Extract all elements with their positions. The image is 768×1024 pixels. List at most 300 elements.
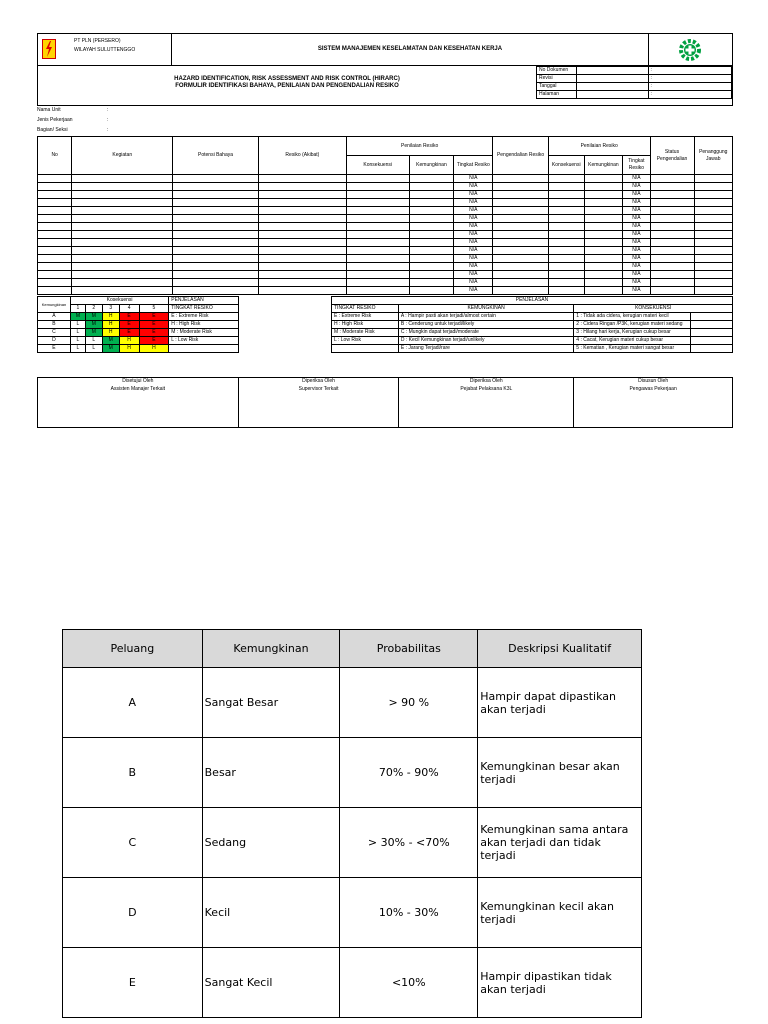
legend-konsekuensi: 3 : Hilang hari kerja, Kerugian cukup besar xyxy=(574,329,691,337)
table-cell xyxy=(173,215,259,223)
table-cell xyxy=(346,279,409,287)
matrix-row-label: A xyxy=(38,313,71,321)
tingkat-resiko-cell: N/A xyxy=(454,183,493,191)
matrix-cell: E xyxy=(119,321,139,329)
table-cell xyxy=(409,271,454,279)
table-cell xyxy=(694,199,733,207)
matrix-cell: M xyxy=(102,345,119,353)
prob-probabilitas: > 90 % xyxy=(340,668,478,738)
tingkat-resiko-cell: N/A xyxy=(623,175,650,183)
table-cell xyxy=(548,287,584,295)
table-cell xyxy=(584,239,623,247)
table-cell xyxy=(409,223,454,231)
table-cell xyxy=(650,175,694,183)
table-cell xyxy=(173,223,259,231)
matrix-cell: M xyxy=(70,313,85,321)
table-cell xyxy=(258,231,346,239)
table-cell xyxy=(38,247,72,255)
prob-probabilitas: 10% - 30% xyxy=(340,878,478,948)
prob-kemungkinan: Besar xyxy=(202,738,340,808)
form-title-en: HAZARD IDENTIFICATION, RISK ASSESSMENT AND RISK CONTROL (HIRARC) xyxy=(174,76,400,82)
signature-head: Disetujui Oleh xyxy=(38,378,239,386)
table-cell xyxy=(346,263,409,271)
table-row xyxy=(38,191,733,199)
prob-kemungkinan: Sangat Kecil xyxy=(202,948,340,1018)
table-cell xyxy=(409,191,454,199)
prob-deskripsi: Kemungkinan sama antara akan terjadi dan tidak terjadi xyxy=(478,808,642,878)
legend-konsekuensi: 4 : Cacat, Kerugian materi cukup besar xyxy=(574,337,691,345)
table-cell xyxy=(409,175,454,183)
legend-row xyxy=(332,329,733,337)
company-name: PT PLN (PERSERO) xyxy=(74,38,121,44)
matrix-row xyxy=(38,313,239,321)
matrix-col-2: 2 xyxy=(85,305,102,313)
table-row xyxy=(38,231,733,239)
signature-role: Pejabat Pelaksana K3L xyxy=(399,386,574,394)
table-cell xyxy=(346,191,409,199)
matrix-cell: E xyxy=(139,329,169,337)
table-cell xyxy=(584,287,623,295)
matrix-row xyxy=(38,345,239,353)
matrix-row xyxy=(38,329,239,337)
tingkat-resiko-cell: N/A xyxy=(454,223,493,231)
table-cell xyxy=(38,263,72,271)
table-cell xyxy=(694,239,733,247)
prob-row xyxy=(63,738,642,808)
legend-kemungkinan: D : Kecil Kemungkinan terjadi/unlikely xyxy=(398,337,573,345)
signature-table xyxy=(37,377,733,428)
table-cell xyxy=(493,287,549,295)
table-cell xyxy=(258,247,346,255)
table-cell xyxy=(258,175,346,183)
table-cell xyxy=(493,223,549,231)
signature-role: Supervisor Terkait xyxy=(238,386,399,394)
table-cell xyxy=(346,223,409,231)
legend-konsekuensi: 1 : Tidak ada cidera, kerugian materi kecil xyxy=(574,313,691,321)
table-cell xyxy=(258,287,346,295)
tingkat-resiko-cell: N/A xyxy=(623,271,650,279)
table-row xyxy=(38,239,733,247)
table-cell xyxy=(584,183,623,191)
revision-value xyxy=(576,75,648,83)
table-cell xyxy=(72,231,173,239)
table-cell xyxy=(38,223,72,231)
table-cell xyxy=(258,207,346,215)
matrix-cell: L xyxy=(85,345,102,353)
col-potensi: Potensi Bahaya xyxy=(173,137,259,175)
prob-deskripsi: Hampir dipastikan tidak akan terjadi xyxy=(478,948,642,1018)
matrix-cell: E xyxy=(139,321,169,329)
tingkat-resiko-cell: N/A xyxy=(454,199,493,207)
tingkat-resiko-cell: N/A xyxy=(454,279,493,287)
prob-probabilitas: 70% - 90% xyxy=(340,738,478,808)
table-cell xyxy=(173,191,259,199)
table-cell xyxy=(38,191,72,199)
col-tingkat-2: Tingkat Resiko xyxy=(623,156,650,175)
legend-tingkat: L : Low Risk xyxy=(332,337,399,345)
table-cell xyxy=(650,183,694,191)
tingkat-resiko-cell: N/A xyxy=(454,287,493,295)
table-cell xyxy=(694,191,733,199)
table-cell xyxy=(493,263,549,271)
doc-no-colon: : xyxy=(648,67,732,75)
table-row xyxy=(38,175,733,183)
tingkat-resiko-cell: N/A xyxy=(454,175,493,183)
table-cell xyxy=(409,239,454,247)
table-cell xyxy=(346,255,409,263)
table-cell xyxy=(72,223,173,231)
matrix-cell: H xyxy=(102,329,119,337)
table-cell xyxy=(258,199,346,207)
table-cell xyxy=(493,215,549,223)
signature-head: Diperiksa Oleh xyxy=(238,378,399,386)
table-cell xyxy=(650,279,694,287)
date-label: Tanggal xyxy=(537,83,577,91)
matrix-col-1: 1 xyxy=(70,305,85,313)
col-penilaian-2: Penilaian Resiko xyxy=(548,137,650,156)
legend-tingkat: H : High Risk xyxy=(332,321,399,329)
table-cell xyxy=(650,223,694,231)
table-cell xyxy=(258,271,346,279)
table-cell xyxy=(173,183,259,191)
signature-space xyxy=(399,394,574,428)
prob-h-probabilitas: Probabilitas xyxy=(340,630,478,668)
tingkat-resiko-cell: N/A xyxy=(623,199,650,207)
matrix-cell: M xyxy=(102,337,119,345)
table-cell xyxy=(72,215,173,223)
section-colon: : xyxy=(107,127,109,133)
table-cell xyxy=(38,199,72,207)
legend-tingkat: M : Moderate Risk xyxy=(332,329,399,337)
table-cell xyxy=(650,239,694,247)
signature-space xyxy=(38,394,239,428)
table-cell xyxy=(548,191,584,199)
table-cell xyxy=(258,191,346,199)
prob-row xyxy=(63,808,642,878)
table-cell xyxy=(584,255,623,263)
page-colon: : xyxy=(648,91,732,99)
title-box xyxy=(37,65,733,106)
matrix-tingkat-resiko: TINGKAT RESIKO xyxy=(169,305,239,313)
table-cell xyxy=(584,271,623,279)
table-cell xyxy=(493,279,549,287)
table-cell xyxy=(548,279,584,287)
table-cell xyxy=(694,255,733,263)
table-cell xyxy=(493,207,549,215)
col-konsekuensi-2: Konsekuensi xyxy=(548,156,584,175)
table-cell xyxy=(548,255,584,263)
hirarc-table xyxy=(37,136,733,295)
matrix-level-desc: M : Moderate Risk xyxy=(169,329,239,337)
table-cell xyxy=(409,255,454,263)
prob-probabilitas: > 30% - <70% xyxy=(340,808,478,878)
col-konsekuensi: Konsekuensi xyxy=(346,156,409,175)
table-cell xyxy=(346,199,409,207)
matrix-row-label: E xyxy=(38,345,71,353)
prob-peluang: B xyxy=(63,738,203,808)
table-cell xyxy=(694,207,733,215)
legend-konsekuensi: 2 : Cidera Ringan /P3K, kerugian materi sedang xyxy=(574,321,691,329)
matrix-cell: H xyxy=(119,345,139,353)
matrix-cell: E xyxy=(139,313,169,321)
table-cell xyxy=(173,231,259,239)
prob-peluang: A xyxy=(63,668,203,738)
table-cell xyxy=(38,183,72,191)
table-cell xyxy=(650,191,694,199)
table-row xyxy=(38,199,733,207)
matrix-cell: H xyxy=(139,345,169,353)
matrix-row-label: D xyxy=(38,337,71,345)
matrix-cell: M xyxy=(85,313,102,321)
col-resiko: Resiko (Akibat) xyxy=(258,137,346,175)
table-cell xyxy=(694,183,733,191)
tingkat-resiko-cell: N/A xyxy=(623,183,650,191)
prob-peluang: E xyxy=(63,948,203,1018)
col-status: Status Pengendalian xyxy=(650,137,694,175)
table-cell xyxy=(72,239,173,247)
tingkat-resiko-cell: N/A xyxy=(623,207,650,215)
k3-logo-icon xyxy=(678,38,702,67)
prob-probabilitas: <10% xyxy=(340,948,478,1018)
table-row xyxy=(38,207,733,215)
matrix-cell: M xyxy=(85,321,102,329)
table-cell xyxy=(72,287,173,295)
table-cell xyxy=(548,223,584,231)
pln-logo xyxy=(42,39,56,59)
table-cell xyxy=(72,199,173,207)
matrix-cell: H xyxy=(102,321,119,329)
tingkat-resiko-cell: N/A xyxy=(454,247,493,255)
table-cell xyxy=(584,175,623,183)
table-cell xyxy=(584,215,623,223)
legend-title: PENJELASAN xyxy=(332,297,733,305)
probability-table xyxy=(62,629,642,1018)
table-cell xyxy=(258,239,346,247)
risk-matrix xyxy=(37,296,239,353)
table-cell xyxy=(173,255,259,263)
table-cell xyxy=(694,271,733,279)
matrix-cell: L xyxy=(70,337,85,345)
table-cell xyxy=(173,287,259,295)
matrix-row-label: C xyxy=(38,329,71,337)
table-cell xyxy=(346,207,409,215)
table-cell xyxy=(173,279,259,287)
table-cell xyxy=(258,223,346,231)
table-cell xyxy=(409,263,454,271)
tingkat-resiko-cell: N/A xyxy=(623,215,650,223)
table-cell xyxy=(346,175,409,183)
table-cell xyxy=(346,231,409,239)
legend-row xyxy=(332,337,733,345)
table-cell xyxy=(584,191,623,199)
table-cell xyxy=(584,279,623,287)
prob-deskripsi: Kemungkinan kecil akan terjadi xyxy=(478,878,642,948)
table-row xyxy=(38,279,733,287)
col-kemungkinan-2: Kemungkinan xyxy=(584,156,623,175)
legend-h-tingkat: TINGKAT RESIKO xyxy=(332,305,399,313)
table-cell xyxy=(72,263,173,271)
matrix-level-desc: L : Low Risk xyxy=(169,337,239,345)
tingkat-resiko-cell: N/A xyxy=(623,191,650,199)
table-cell xyxy=(38,239,72,247)
prob-h-kemungkinan: Kemungkinan xyxy=(202,630,340,668)
table-cell xyxy=(38,207,72,215)
col-no: No xyxy=(38,137,72,175)
table-cell xyxy=(650,215,694,223)
table-cell xyxy=(409,279,454,287)
table-cell xyxy=(173,207,259,215)
table-cell xyxy=(493,231,549,239)
legend-kemungkinan: B : Cenderung untuk terjadi/likely xyxy=(398,321,573,329)
signature-head: Disusun Oleh xyxy=(574,378,733,386)
unit-colon: : xyxy=(107,107,109,113)
region-name: WILAYAH SULUTTENGGO xyxy=(74,47,136,53)
table-row xyxy=(38,183,733,191)
table-cell xyxy=(584,231,623,239)
table-cell xyxy=(694,231,733,239)
table-cell xyxy=(173,175,259,183)
table-cell xyxy=(694,223,733,231)
table-cell xyxy=(650,199,694,207)
legend-h-konsekuensi: KONSEKUENSI xyxy=(574,305,733,313)
matrix-cell: E xyxy=(139,337,169,345)
prob-h-deskripsi: Deskripsi Kualitatif xyxy=(478,630,642,668)
legend-row xyxy=(332,321,733,329)
legend-blank xyxy=(691,345,733,353)
table-cell xyxy=(650,247,694,255)
matrix-cell: H xyxy=(102,313,119,321)
matrix-cell: E xyxy=(119,313,139,321)
matrix-cell: L xyxy=(85,337,102,345)
table-cell xyxy=(409,247,454,255)
page-label: Halaman xyxy=(537,91,577,99)
tingkat-resiko-cell: N/A xyxy=(623,255,650,263)
table-cell xyxy=(173,199,259,207)
col-kemungkinan: Kemungkinan xyxy=(409,156,454,175)
legend-kemungkinan: C : Mungkin dapat terjadi/moderate xyxy=(398,329,573,337)
table-cell xyxy=(584,199,623,207)
table-cell xyxy=(409,199,454,207)
table-cell xyxy=(650,271,694,279)
prob-peluang: D xyxy=(63,878,203,948)
table-row xyxy=(38,247,733,255)
table-cell xyxy=(38,255,72,263)
table-cell xyxy=(346,183,409,191)
page-value xyxy=(576,91,648,99)
table-cell xyxy=(72,255,173,263)
tingkat-resiko-cell: N/A xyxy=(623,287,650,295)
table-cell xyxy=(409,231,454,239)
matrix-level-desc: E : Extreme Risk xyxy=(169,313,239,321)
table-cell xyxy=(38,231,72,239)
table-cell xyxy=(548,239,584,247)
table-cell xyxy=(346,247,409,255)
tingkat-resiko-cell: N/A xyxy=(623,247,650,255)
system-title: SISTEM MANAJEMEN KESELAMATAN DAN KESEHATAN KERJA xyxy=(317,46,503,52)
table-row xyxy=(38,255,733,263)
legend-blank xyxy=(691,337,733,345)
revision-label: Revisi xyxy=(537,75,577,83)
prob-row xyxy=(63,668,642,738)
prob-kemungkinan: Sedang xyxy=(202,808,340,878)
legend-table xyxy=(331,296,733,353)
matrix-corner: Kemungkinan xyxy=(38,297,71,313)
tingkat-resiko-cell: N/A xyxy=(623,279,650,287)
table-cell xyxy=(584,223,623,231)
table-cell xyxy=(346,271,409,279)
matrix-cell: L xyxy=(70,345,85,353)
table-cell xyxy=(650,207,694,215)
table-cell xyxy=(493,199,549,207)
legend-konsekuensi: 5 : Kematian , Kerugian materi sangat besar xyxy=(574,345,691,353)
table-row xyxy=(38,271,733,279)
table-cell xyxy=(694,215,733,223)
table-cell xyxy=(584,247,623,255)
table-cell xyxy=(548,183,584,191)
form-title-id: FORMULIR IDENTIFIKASI BAHAYA, PENILAIAN DAN PENGENDALIAN RESIKO xyxy=(175,83,399,89)
table-cell xyxy=(694,287,733,295)
tingkat-resiko-cell: N/A xyxy=(454,263,493,271)
matrix-col-3: 3 xyxy=(102,305,119,313)
table-cell xyxy=(650,231,694,239)
table-cell xyxy=(548,247,584,255)
col-tingkat: Tingkat Resiko xyxy=(454,156,493,175)
table-cell xyxy=(493,247,549,255)
table-cell xyxy=(650,263,694,271)
table-cell xyxy=(694,263,733,271)
table-cell xyxy=(72,183,173,191)
legend-blank xyxy=(691,313,733,321)
table-cell xyxy=(72,247,173,255)
doc-info-table xyxy=(536,66,732,99)
table-cell xyxy=(548,271,584,279)
legend-tingkat xyxy=(332,345,399,353)
unit-label: Nama Unit xyxy=(37,107,61,113)
table-cell xyxy=(72,207,173,215)
tingkat-resiko-cell: N/A xyxy=(454,215,493,223)
col-penilaian: Penilaian Resiko xyxy=(346,137,492,156)
tingkat-resiko-cell: N/A xyxy=(454,207,493,215)
tingkat-resiko-cell: N/A xyxy=(454,255,493,263)
legend-h-kemungkinan: KEMUNGKINAN xyxy=(398,305,573,313)
table-cell xyxy=(650,255,694,263)
prob-deskripsi: Hampir dapat dipastikan akan terjadi xyxy=(478,668,642,738)
table-cell xyxy=(694,175,733,183)
table-cell xyxy=(258,183,346,191)
table-cell xyxy=(258,215,346,223)
legend-tingkat: E : Extreme Risk xyxy=(332,313,399,321)
table-cell xyxy=(346,287,409,295)
matrix-cell: H xyxy=(119,337,139,345)
matrix-cell: L xyxy=(70,321,85,329)
matrix-row xyxy=(38,337,239,345)
signature-space xyxy=(238,394,399,428)
table-cell xyxy=(173,271,259,279)
table-cell xyxy=(258,279,346,287)
tingkat-resiko-cell: N/A xyxy=(623,239,650,247)
col-pj: Penanggung Jawab xyxy=(694,137,733,175)
table-row xyxy=(38,223,733,231)
signature-role: Assisten Manajer Terkait xyxy=(38,386,239,394)
matrix-col-4: 4 xyxy=(119,305,139,313)
prob-deskripsi: Kemungkinan besar akan terjadi xyxy=(478,738,642,808)
matrix-penjelasan: PENJELASAN xyxy=(169,297,239,305)
table-cell xyxy=(258,255,346,263)
date-value xyxy=(576,83,648,91)
table-row xyxy=(38,215,733,223)
signature-role: Pengawas Pekerjaan xyxy=(574,386,733,394)
table-cell xyxy=(72,191,173,199)
